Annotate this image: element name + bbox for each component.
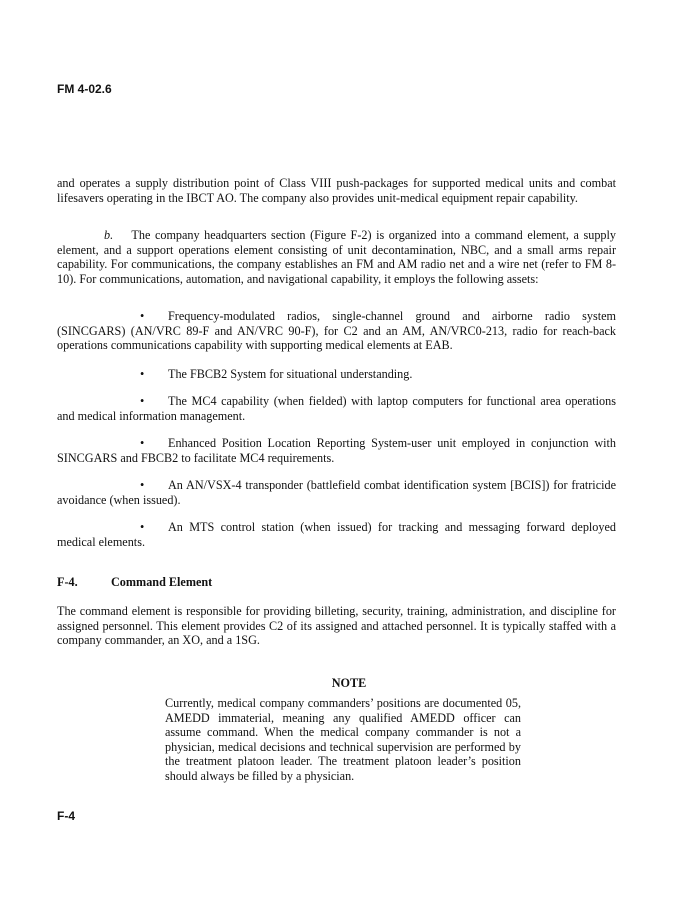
bullet-item (57, 309, 616, 353)
section-body: The command element is responsible for providing billeting, security, training, administration, and discipline for assigned personnel. This element provides C2 of its assigned and attached personnel. It is typically staffed with a company commander, an XO, and a 1SG. (57, 604, 616, 648)
bullet-item (57, 394, 616, 423)
note-body: Currently, medical company commanders’ positions are documented 05, AMEDD immaterial, meaning any qualified AMEDD officer can assume command. When the medical company commander is not a physician, medical decisions and technical supervision are performed by the treatment platoon leader. The treatment platoon leader’s position should always be filled by a physician. (165, 696, 521, 783)
section-number: F-4. (57, 575, 78, 589)
bullet-text: An AN/VSX-4 transponder (battlefield combat identification system [BCIS]) for fratricide avoidance (when issued). (57, 478, 616, 507)
bullet-item (57, 436, 616, 465)
bullet-marker: • (140, 478, 145, 492)
paragraph-b-text: The company headquarters section (Figure F-2) is organized into a command element, a supply element, and a support operations element consisting of unit decontamination, NBC, and a small arms repair capability. For communications, the company establishes an FM and AM radio net and a wire net (refer to FM 8-10). For communications, automation, and navigational capability, it employs the following assets: (57, 228, 616, 286)
bullet-text: Frequency-modulated radios, single-channel ground and airborne radio system (SINCGARS) (AN/VRC 89-F and AN/VRC 90-F), for C2 and an AM, AN/VRC0-213, radio for reach-back operations communications capability with supporting medical elements at EAB. (57, 309, 616, 353)
bullet-marker: • (140, 309, 145, 323)
bullet-text: Enhanced Position Location Reporting System-user unit employed in conjunction with SINCGARS and FBCB2 to facilitate MC4 requirements. (57, 436, 616, 465)
bullet-text: The FBCB2 System for situational understanding. (168, 367, 413, 381)
bullet-marker: • (140, 436, 145, 450)
note-title: NOTE (331, 676, 367, 690)
bullet-text: The MC4 capability (when fielded) with laptop computers for functional area operations and medical information management. (57, 394, 616, 423)
bullet-item (57, 367, 616, 382)
bullet-marker: • (140, 367, 145, 381)
bullet-text: An MTS control station (when issued) for tracking and messaging forward deployed medical elements. (57, 520, 616, 549)
bullet-marker: • (140, 394, 145, 408)
bullet-marker: • (140, 520, 145, 534)
bullet-item (57, 520, 616, 549)
section-heading (57, 575, 212, 590)
paragraph-b (57, 228, 616, 286)
section-title: Command Element (111, 575, 213, 589)
document-code-header: FM 4-02.6 (57, 82, 112, 96)
bullet-item (57, 478, 616, 507)
page-number-footer: F-4 (57, 809, 75, 823)
paragraph-b-label: b. (104, 228, 114, 242)
paragraph-continuation: and operates a supply distribution point of Class VIII push-packages for supported medical units and combat lifesavers operating in the IBCT AO. The company also provides unit-medical equipment repair capability. (57, 176, 616, 205)
